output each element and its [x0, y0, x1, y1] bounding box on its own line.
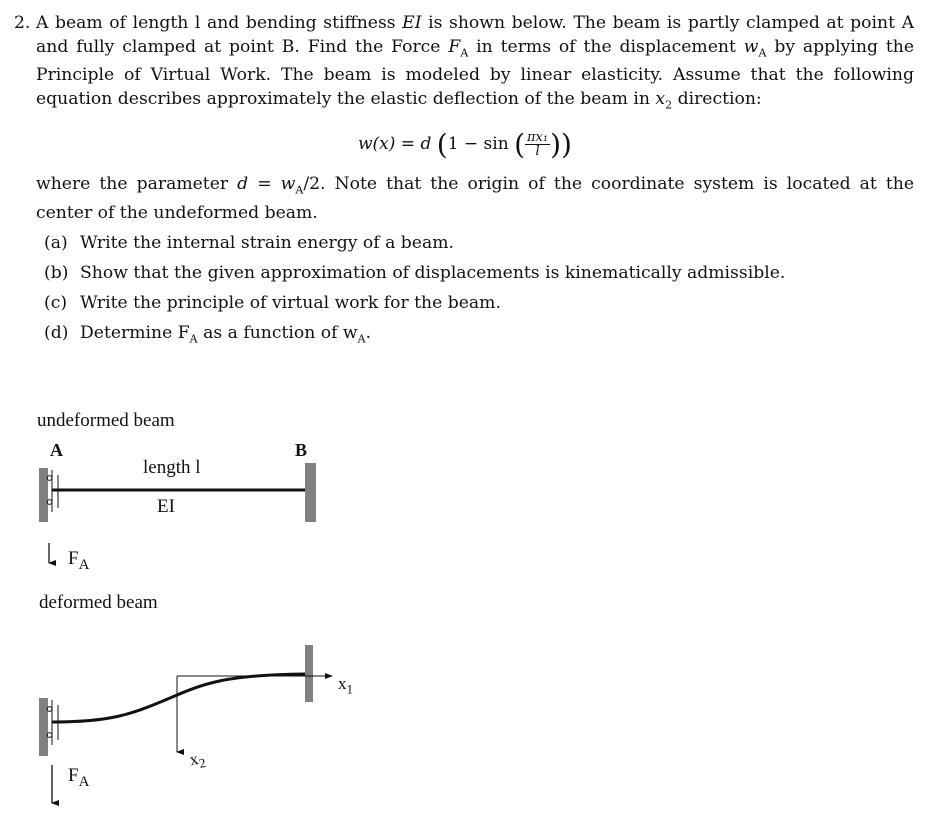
force-label-undeformed: $F_A$: [68, 548, 90, 573]
parameter-note: where the parameter $d = w_A/2$. Note that the origin of the coordinate system is located at the center of the undeformed beam.: [36, 174, 914, 223]
deflection-equation: w(x) = d (1 − sin ( $\frac{\text{πx₁}}{l}$ )): [358, 128, 572, 161]
part-c: (c) Write the principle of virtual work for the beam.: [44, 293, 501, 313]
part-b: (b) Show that the given approximation of displacements is kinematically admissible.: [44, 263, 786, 283]
x1-axis-label: $x_1$: [338, 674, 353, 697]
deformed-support-a-wall: [39, 698, 48, 756]
deformed-beam-title: deformed beam: [39, 592, 158, 613]
support-a-wall: [39, 468, 48, 522]
support-b-wall: [305, 463, 316, 522]
x2-axis-label: $x_2$: [187, 749, 208, 771]
deformed-beam-curve: [52, 674, 305, 722]
part-d: (d) Determine $F_A$ as a function of $w_A$.: [44, 323, 372, 346]
stiffness-label: EI: [157, 496, 175, 517]
force-label-deformed: $F_A$: [68, 765, 90, 790]
point-a-label: A: [50, 440, 63, 460]
undeformed-beam-title: undeformed beam: [37, 410, 175, 431]
point-b-label: B: [295, 440, 308, 460]
problem-number: 2.: [14, 13, 31, 33]
length-label: length l: [143, 457, 201, 478]
problem-intro: A beam of length l and bending stiffness EI is shown below. The beam is partly clamped at point A and fully clamped at point B. Find the Force $F_A$ in terms of the displacement $w_A$ by applying the Principle of Virtual Work. The beam is modeled by linear elasticity. Assume that the following equation describes approximately the elastic deflection of the beam in $x_2$ direction:: [36, 13, 914, 112]
part-a: (a) Write the internal strain energy of a beam.: [44, 233, 454, 253]
deformed-support-b-wall: [305, 645, 313, 702]
